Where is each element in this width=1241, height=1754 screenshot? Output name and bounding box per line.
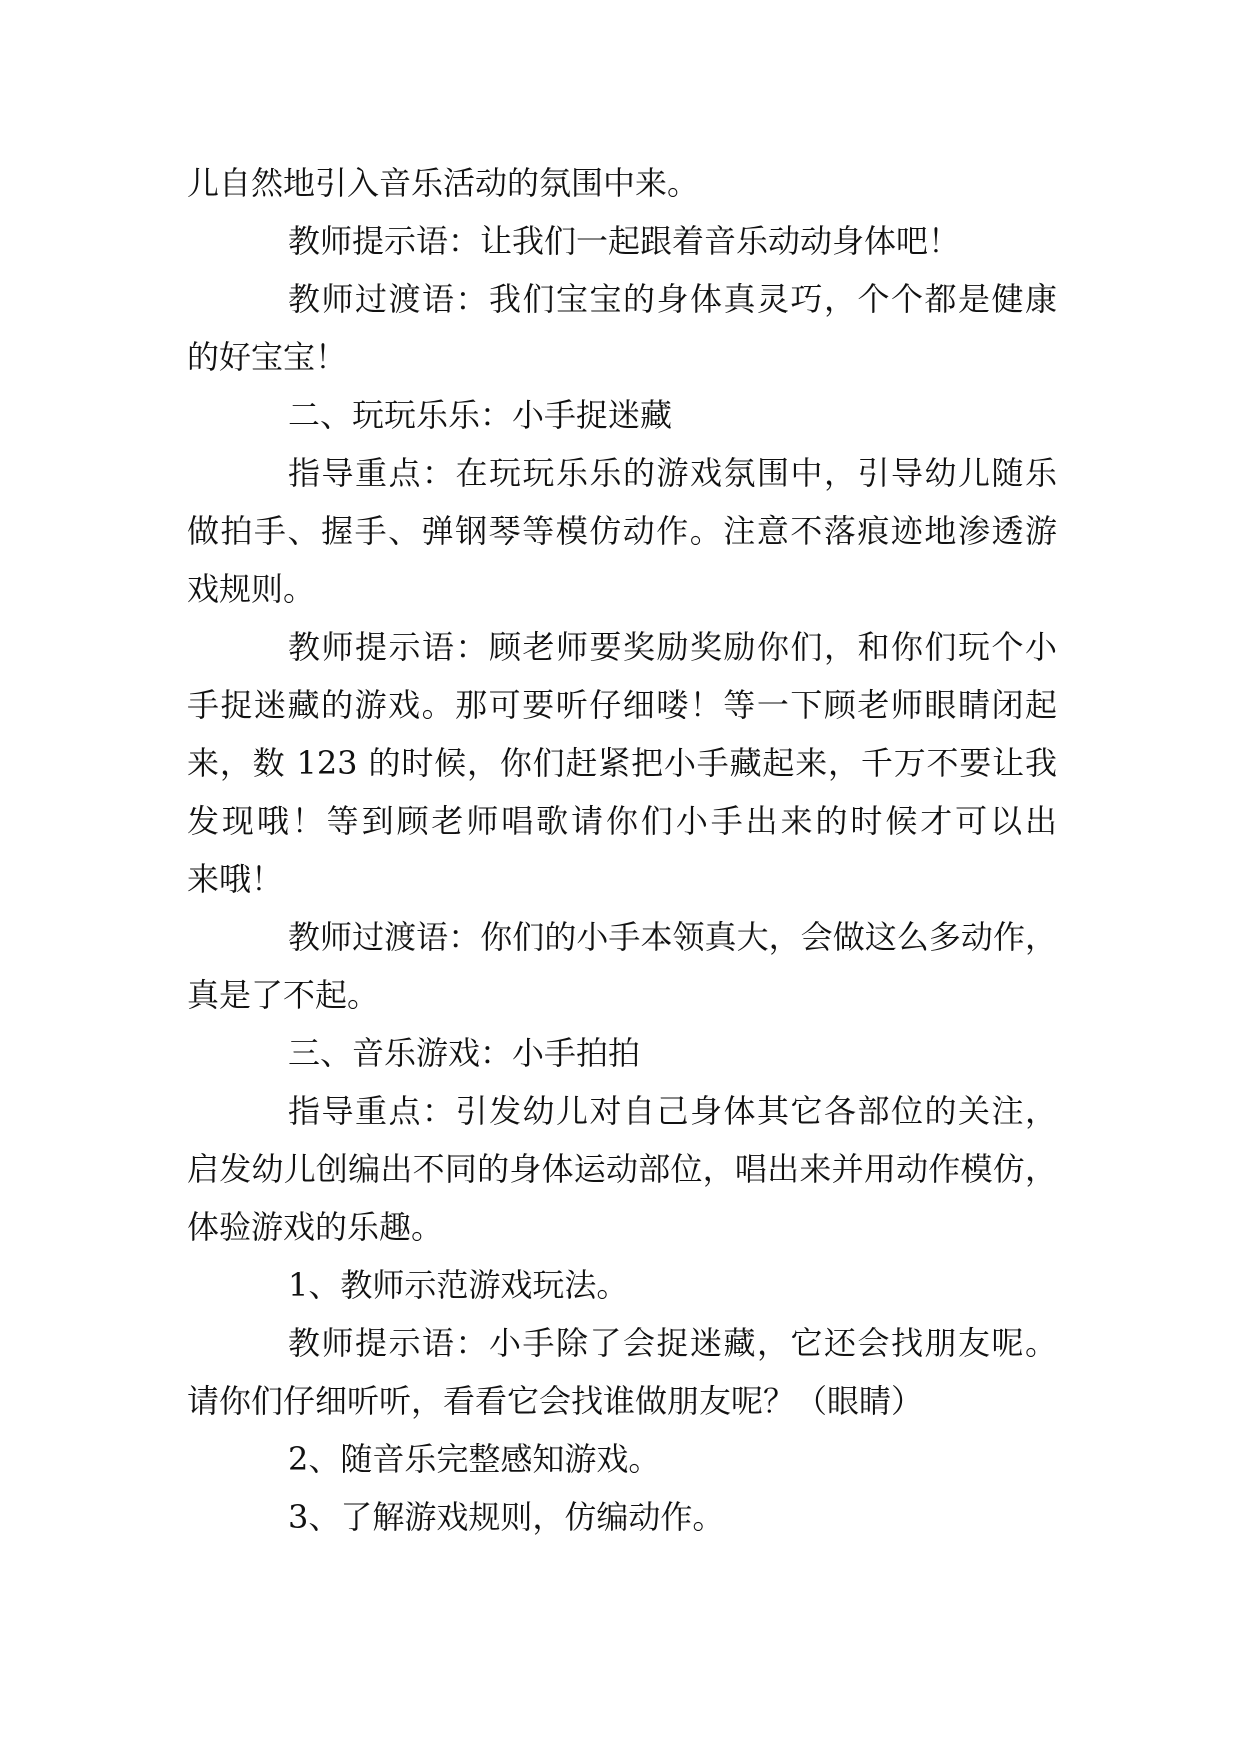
paragraph-line: 手捉迷藏的游戏。那可要听仔细喽！等一下顾老师眼睛闭起 [187,686,1057,724]
paragraph-line: 教师提示语：小手除了会捉迷藏，它还会找朋友呢。 [288,1324,1057,1362]
paragraph-line: 指导重点：引发幼儿对自己身体其它各部位的关注， [288,1092,1057,1130]
paragraph-line: 教师提示语：让我们一起跟着音乐动动身体吧！ [288,222,961,260]
section-heading: 二、玩玩乐乐：小手捉迷藏 [288,396,673,434]
list-item: 1、教师示范游戏玩法。 [288,1266,629,1304]
paragraph-line: 的好宝宝！ [187,338,348,376]
list-item: 3、了解游戏规则，仿编动作。 [288,1498,725,1536]
list-item: 2、随音乐完整感知游戏。 [288,1440,661,1478]
paragraph-line: 体验游戏的乐趣。 [187,1208,444,1246]
paragraph-line: 教师过渡语：你们的小手本领真大，会做这么多动作， [288,918,1057,956]
document-body [187,154,1057,1546]
paragraph-line: 来，数 123 的时候，你们赶紧把小手藏起来，千万不要让我 [187,744,1057,782]
paragraph-line: 教师提示语：顾老师要奖励奖励你们，和你们玩个小 [288,628,1057,666]
paragraph-line: 发现哦！等到顾老师唱歌请你们小手出来的时候才可以出 [187,802,1057,840]
paragraph-line: 来哦！ [187,860,284,898]
paragraph-line: 戏规则。 [187,570,316,608]
paragraph-line: 教师过渡语：我们宝宝的身体真灵巧，个个都是健康 [288,280,1057,318]
paragraph-line: 指导重点：在玩玩乐乐的游戏氛围中，引导幼儿随乐 [288,454,1057,492]
paragraph-line: 启发幼儿创编出不同的身体运动部位，唱出来并用动作模仿， [187,1150,1057,1188]
section-heading: 三、音乐游戏：小手拍拍 [288,1034,641,1072]
paragraph-line: 真是了不起。 [187,976,380,1014]
paragraph-line: 做拍手、握手、弹钢琴等模仿动作。注意不落痕迹地渗透游 [187,512,1057,550]
paragraph-line: 请你们仔细听听，看看它会找谁做朋友呢？（眼睛） [187,1382,924,1420]
paragraph-line: 儿自然地引入音乐活动的氛围中来。 [187,164,700,202]
